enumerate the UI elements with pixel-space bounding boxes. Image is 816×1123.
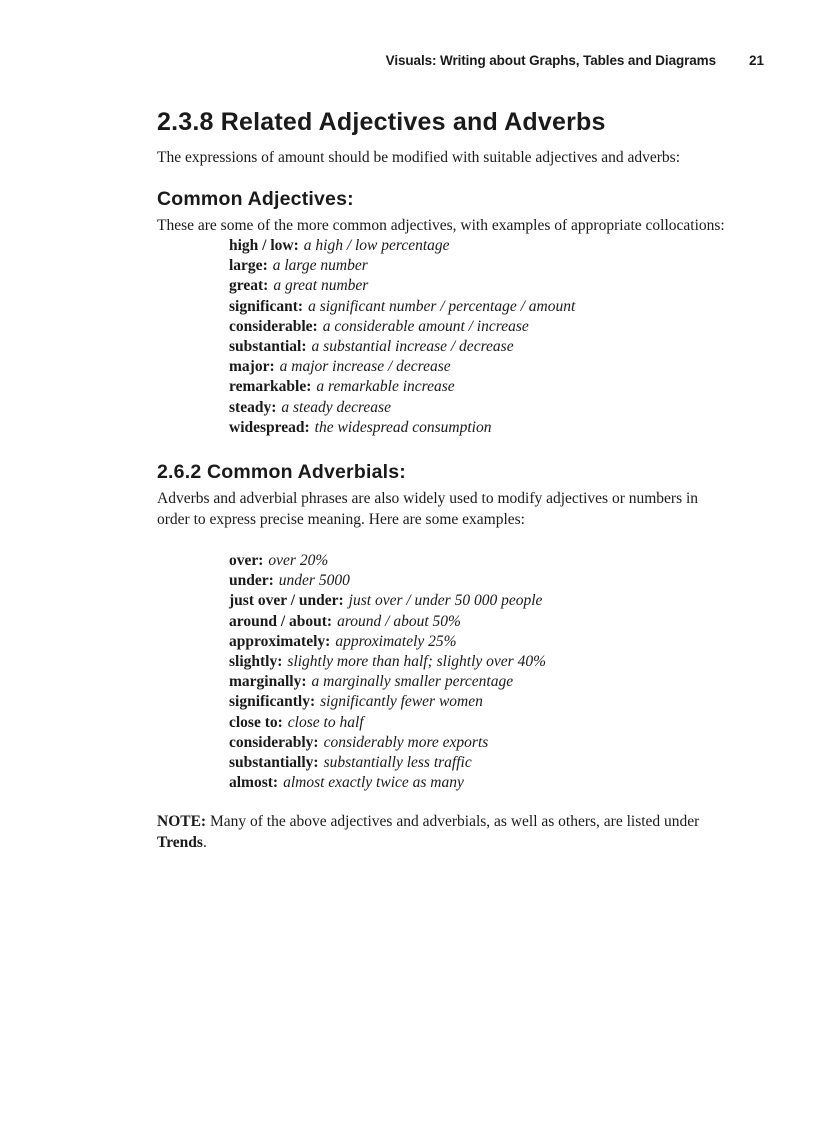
- adverbial-example: almost exactly twice as many: [283, 774, 464, 792]
- adverbials-list: [157, 551, 727, 793]
- adverbial-example: close to half: [287, 713, 364, 731]
- adjective-term: significant:: [229, 297, 304, 315]
- adjective-term: great:: [229, 277, 269, 295]
- adverbial-example: a marginally smaller percentage: [311, 673, 514, 691]
- adverbial-example: just over / under 50 000 people: [348, 592, 543, 610]
- list-item: [229, 612, 727, 632]
- adjective-example: a steady decrease: [281, 398, 391, 416]
- adverbial-term: almost:: [229, 774, 279, 792]
- adjective-term: steady:: [229, 398, 277, 416]
- adverbial-term: close to:: [229, 713, 283, 731]
- adjective-term: high / low:: [229, 237, 299, 254]
- adjective-term: considerable:: [229, 317, 318, 335]
- list-item: [229, 418, 727, 438]
- list-item: [229, 713, 727, 733]
- running-header: [0, 53, 816, 73]
- adverbials-description: Adverbs and adverbial phrases are also widely used to modify adjectives or numbers in order to express precise meaning. Here are some examples:: [157, 490, 699, 529]
- adverbials-heading: 2.6.2 Common Adverbials:: [157, 461, 406, 484]
- list-item: [229, 551, 727, 571]
- adverbial-term: slightly:: [229, 653, 283, 671]
- note-trends-reference: Trends: [157, 834, 203, 852]
- adjectives-heading: Common Adjectives:: [157, 188, 354, 210]
- list-item: [229, 571, 727, 591]
- adverbial-term: over:: [229, 552, 264, 570]
- adverbial-example: approximately 25%: [335, 632, 457, 650]
- note-text: Many of the above adjectives and adverbials, as well as others, are listed under: [206, 813, 700, 831]
- adverbial-term: marginally:: [229, 673, 307, 691]
- list-item: [229, 672, 727, 692]
- page-number: 21: [748, 53, 764, 68]
- adjectives-list: [157, 236, 727, 438]
- adjective-term: major:: [229, 358, 275, 376]
- section-intro: The expressions of amount should be modified with suitable adjectives and adverbs:: [157, 149, 681, 166]
- adverbial-term: substantially:: [229, 754, 319, 772]
- list-item: [229, 753, 727, 773]
- adjective-example: a considerable amount / increase: [322, 317, 529, 335]
- list-item: [229, 297, 727, 317]
- list-item: [229, 591, 727, 611]
- adjective-example: a major increase / decrease: [279, 358, 451, 376]
- adjective-example: a substantial increase / decrease: [311, 338, 514, 356]
- page-content: [157, 108, 727, 853]
- list-item: [229, 733, 727, 753]
- adjective-example: a large number: [272, 257, 368, 275]
- adverbial-example: considerably more exports: [323, 733, 489, 751]
- adverbial-example: around / about 50%: [337, 612, 461, 630]
- adverbial-term: around / about:: [229, 612, 333, 630]
- list-item: [229, 276, 727, 296]
- adjective-example: the widespread consumption: [314, 418, 492, 436]
- list-item: [229, 377, 727, 397]
- running-title: Visuals: Writing about Graphs, Tables and Diagrams: [385, 53, 716, 68]
- note-label: NOTE:: [157, 813, 207, 831]
- adverbial-example: substantially less traffic: [323, 754, 472, 772]
- adverbial-term: considerably:: [229, 733, 319, 751]
- note-paragraph: [157, 811, 727, 853]
- list-item: [229, 317, 727, 337]
- list-item: [229, 337, 727, 357]
- adverbial-term: significantly:: [229, 693, 316, 711]
- note-end: .: [202, 834, 207, 852]
- adverbial-example: significantly fewer women: [320, 693, 483, 711]
- adverbial-example: slightly more than half; slightly over 40%: [287, 653, 546, 671]
- adverbial-example: under 5000: [278, 572, 350, 590]
- adjective-example: a remarkable increase: [316, 378, 455, 396]
- list-item: [229, 773, 727, 793]
- adjective-example: a great number: [273, 277, 369, 295]
- list-item: [229, 398, 727, 418]
- adjective-term: substantial:: [229, 338, 307, 356]
- adverbial-example: over 20%: [268, 552, 329, 570]
- list-item: [229, 652, 727, 672]
- adverbial-term: just over / under:: [229, 592, 344, 610]
- adverbial-term: approximately:: [229, 632, 331, 650]
- adjective-example: a significant number / percentage / amount: [308, 297, 576, 315]
- section-title: 2.3.8 Related Adjectives and Adverbs: [157, 108, 606, 136]
- adjective-example: a high / low percentage: [303, 237, 450, 254]
- adverbial-term: under:: [229, 572, 274, 590]
- adjective-term: widespread:: [229, 418, 310, 436]
- adjective-term: remarkable:: [229, 378, 312, 396]
- list-item: [229, 692, 727, 712]
- list-item: [229, 236, 727, 256]
- adjectives-description: These are some of the more common adjectives, with examples of appropriate collocations:: [157, 217, 725, 234]
- list-item: [229, 357, 727, 377]
- list-item: [229, 632, 727, 652]
- adjective-term: large:: [229, 257, 268, 275]
- list-item: [229, 256, 727, 276]
